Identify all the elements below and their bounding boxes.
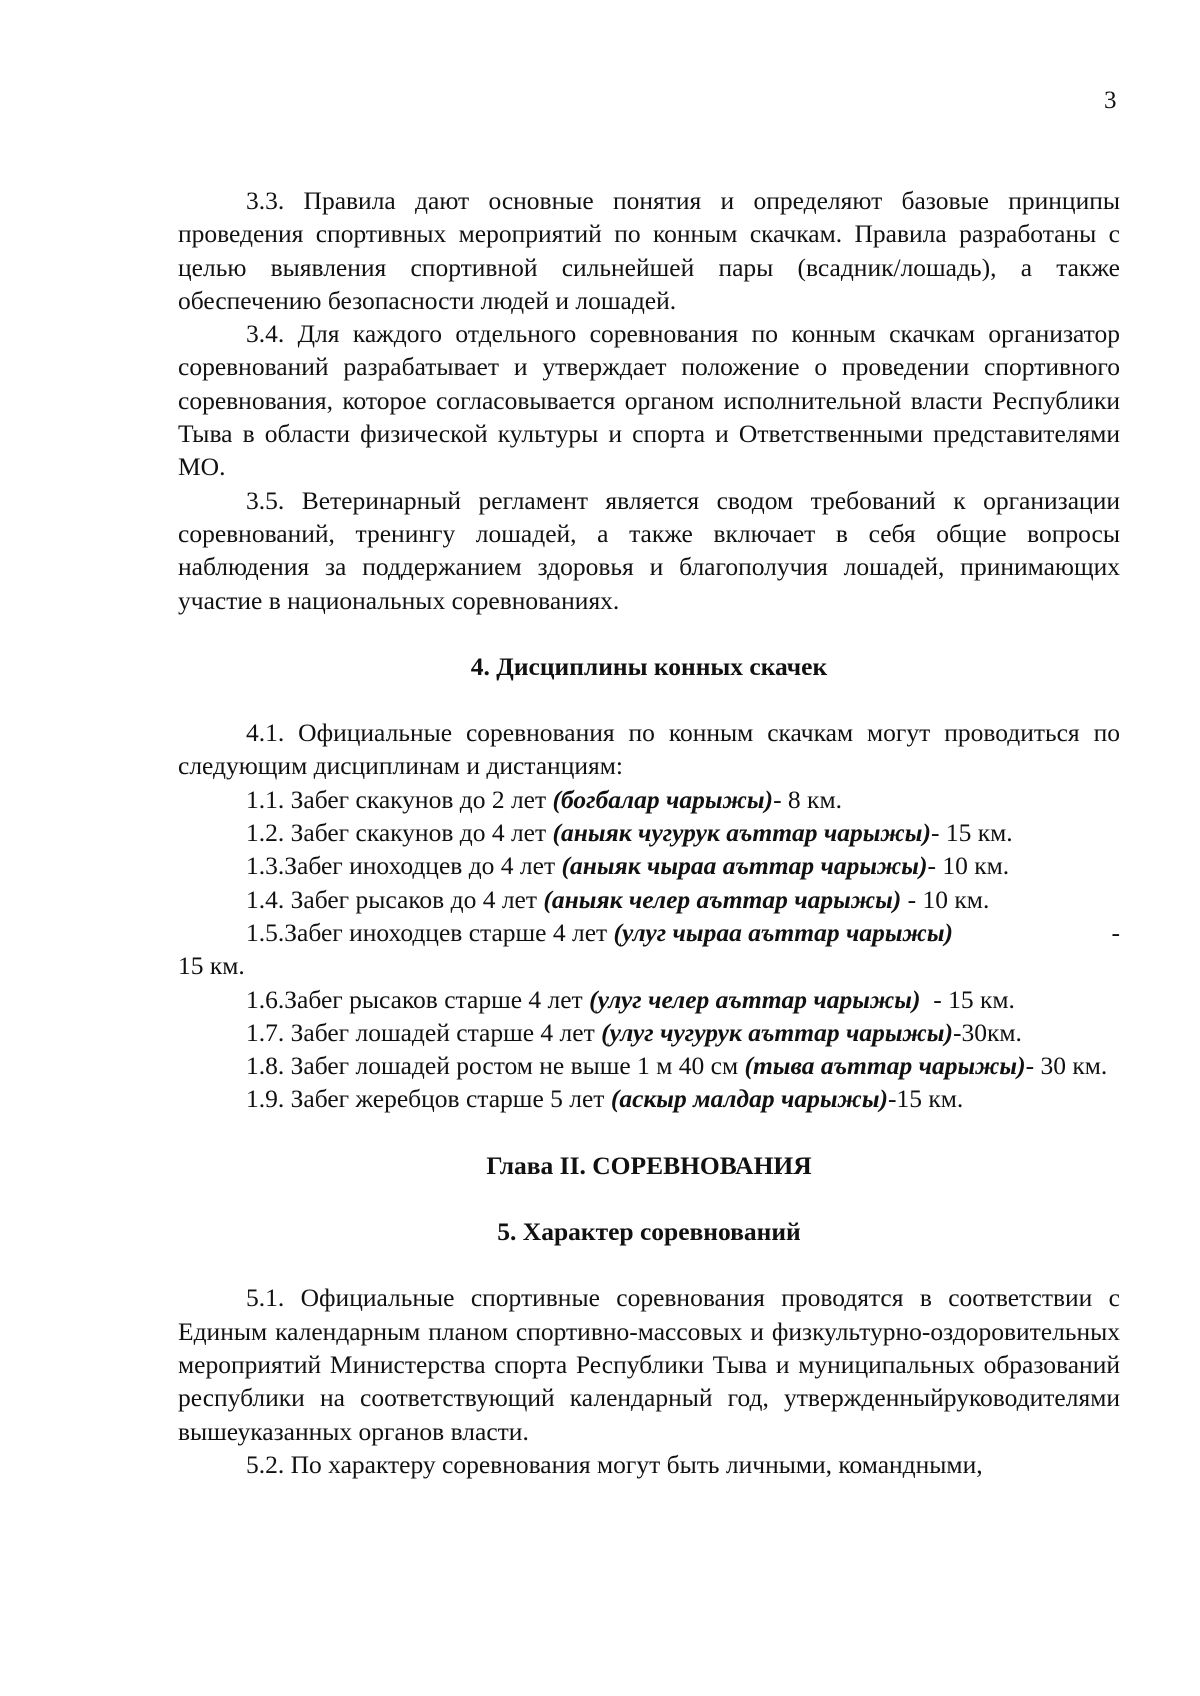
tuvan-name: (улуг чугурук аъттар чарыжы) bbox=[601, 1017, 953, 1047]
document-body bbox=[178, 184, 1120, 1481]
paragraph-3-4: 3.4. Для каждого отдельного соревнования по конным скачкам организатор соревнований разрабатывает и утверждает положение о проведении спортивного соревнования, которое согласовывается органом исполнительной власти Республики Тыва в области физической культуры и спорта и Ответственными представителями МО. bbox=[178, 319, 1120, 482]
tuvan-name: (аныяк чыраа аъттар чарыжы) bbox=[561, 851, 928, 881]
paragraph-5-1: 5.1. Официальные спортивные соревнования проводятся в соответствии с Единым календарным планом спортивно-массовых и физкультурно-оздоровительных мероприятий Министерства спорта Республики Тыва и муниципальных образований республики на соответствующий календарный год, утвержденныйруководителями вышеуказанных органов власти. bbox=[178, 1283, 1120, 1446]
paragraph-5-2: 5.2. По характеру соревнования могут быть личными, командными, bbox=[246, 1449, 983, 1479]
discipline-item: 1.6.Забег рысаков старше 4 лет (улуг челер аъттар чарыжы) - 15 км. bbox=[246, 984, 1015, 1014]
tuvan-name: (аныяк чугурук аъттар чарыжы) bbox=[552, 818, 931, 848]
discipline-item: 1.3.Забег иноходцев до 4 лет (аныяк чыраа аъттар чарыжы)- 10 км. bbox=[246, 851, 1010, 881]
discipline-item: 1.2. Забег скакунов до 4 лет (аныяк чугурук аъттар чарыжы)- 15 км. bbox=[246, 818, 1013, 848]
section-4-heading: 4. Дисциплины конных скачек bbox=[470, 651, 828, 681]
page-number: 3 bbox=[1104, 87, 1117, 114]
discipline-item: 1.1. Забег скакунов до 2 лет (богбалар чарыжы)- 8 км. bbox=[246, 784, 842, 814]
tuvan-name: (улуг челер аъттар чарыжы) bbox=[589, 984, 921, 1014]
discipline-item: 1.5.Забег иноходцев старше 4 лет (улуг чыраа аъттар чарыжы) - 15 км. bbox=[178, 917, 1120, 981]
tuvan-name: (тыва аъттар чарыжы) bbox=[744, 1051, 1026, 1081]
discipline-list bbox=[178, 783, 1120, 1116]
chapter-2-heading: Глава II. СОРЕВНОВАНИЯ bbox=[486, 1150, 812, 1180]
paragraph-4-1: 4.1. Официальные соревнования по конным скачкам могут проводиться по следующим дисциплинам и дистанциям: bbox=[178, 718, 1120, 781]
tuvan-name: (аныяк челер аъттар чарыжы) bbox=[543, 884, 902, 914]
discipline-item: 1.9. Забег жеребцов старше 5 лет (аскыр малдар чарыжы)-15 км. bbox=[246, 1084, 964, 1114]
tuvan-name: (улуг чыраа аъттар чарыжы) bbox=[613, 917, 954, 947]
discipline-item: 1.4. Забег рысаков до 4 лет (аныяк челер аъттар чарыжы) - 10 км. bbox=[246, 884, 990, 914]
discipline-item: 1.7. Забег лошадей старше 4 лет (улуг чугурук аъттар чарыжы)-30км. bbox=[246, 1017, 1022, 1047]
paragraph-3-5: 3.5. Ветеринарный регламент является сводом требований к организации соревнований, тренингу лошадей, а также включает в себя общие вопросы наблюдения за поддержанием здоровья и благополучия лошадей, принимающих участие в национальных соревнованиях. bbox=[178, 485, 1120, 615]
tuvan-name: (аскыр малдар чарыжы) bbox=[610, 1084, 889, 1114]
tuvan-name: (богбалар чарыжы) bbox=[552, 784, 774, 814]
dash: - bbox=[1111, 917, 1120, 947]
discipline-item: 1.8. Забег лошадей ростом не выше 1 м 40 см (тыва аъттар чарыжы)- 30 км. bbox=[246, 1051, 1108, 1081]
section-5-heading: 5. Характер соревнований bbox=[497, 1217, 801, 1247]
paragraph-3-3: 3.3. Правила дают основные понятия и определяют базовые принципы проведения спортивных мероприятий по конным скачкам. Правила разработаны с целью выявления спортивной сильнейшей пары (всадник/лошадь), а также обеспечению безопасности людей и лошадей. bbox=[178, 186, 1120, 315]
